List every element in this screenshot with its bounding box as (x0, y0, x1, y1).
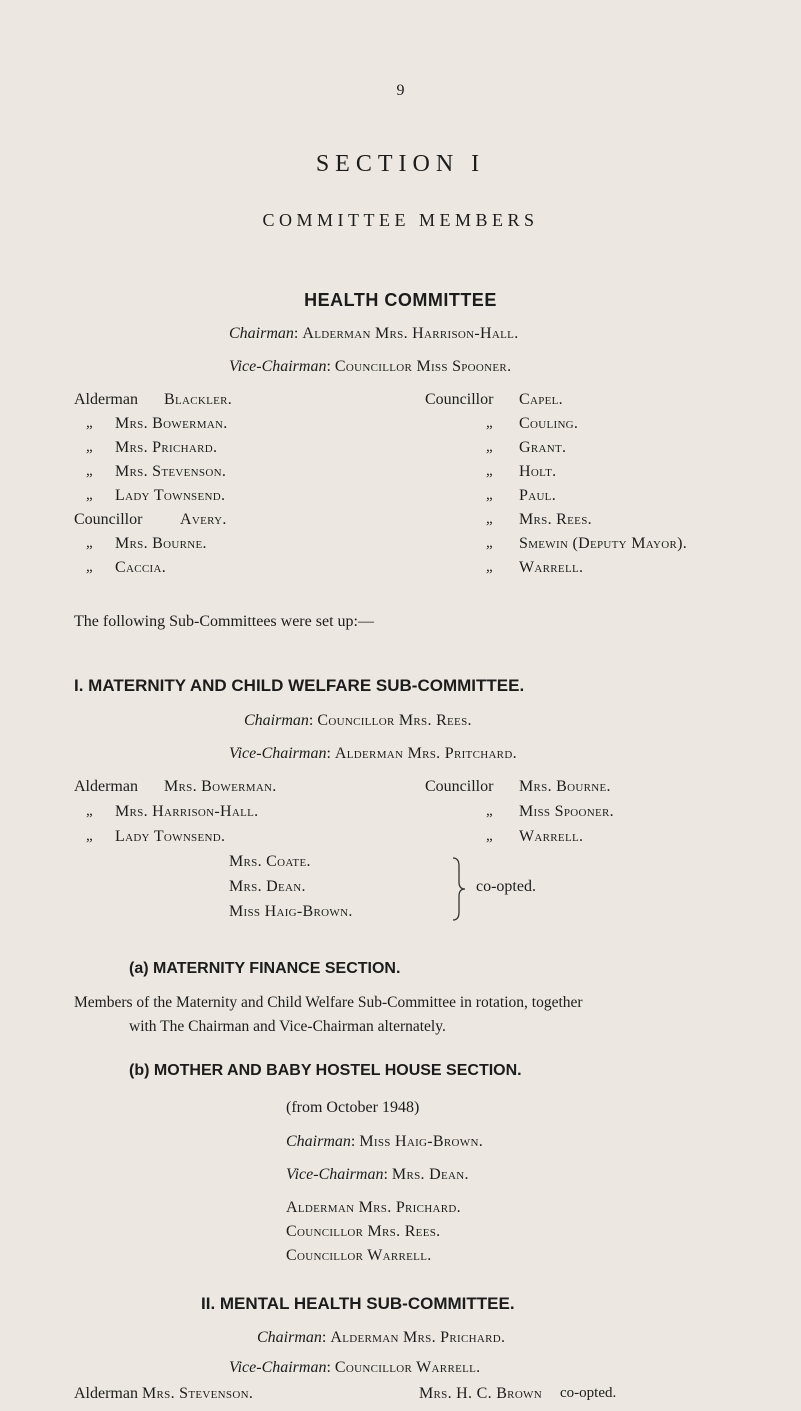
ditto-mark: „ (86, 828, 93, 844)
list-item-name: Warrell. (519, 559, 584, 576)
coopted-member: Mrs. Coate. (229, 853, 311, 870)
list-item-name: Mrs. Harrison-Hall. (115, 803, 259, 820)
ditto-mark: „ (486, 535, 493, 551)
mental-chairman-line: Chairman: Alderman Mrs. Prichard. (257, 1329, 506, 1346)
hostel-vice-chairman-line: Vice-Chairman: Mrs. Dean. (286, 1166, 469, 1183)
section-title: SECTION I (315, 151, 486, 177)
health-vice-chairman-line: Vice-Chairman: Councillor Miss Spooner. (229, 358, 512, 375)
list-item-name: Mrs. Stevenson. (141, 1385, 254, 1402)
ditto-mark: „ (86, 415, 93, 431)
health-committee-heading: HEALTH COMMITTEE (304, 290, 497, 310)
coopted-member: Mrs. H. C. Brown (419, 1385, 542, 1402)
mental-vice-chairman-line: Vice-Chairman: Councillor Warrell. (229, 1359, 481, 1376)
coopted-label: co-opted. (560, 1385, 617, 1401)
list-item-title: Alderman (74, 1385, 138, 1402)
list-item-name: Lady Townsend. (115, 828, 226, 845)
finance-text-line1: Members of the Maternity and Child Welfare Sub-Committee in rotation, together (74, 994, 583, 1011)
vice-chairman-label: Vice-Chairman (286, 1166, 384, 1183)
ditto-mark: „ (86, 535, 93, 551)
list-item-name: Smewin (Deputy Mayor). (519, 535, 688, 552)
ditto-mark: „ (486, 559, 493, 575)
list-item-title: Councillor (74, 511, 143, 528)
hostel-member: Councillor Mrs. Rees. (286, 1223, 441, 1240)
chairman-label: Chairman (286, 1133, 351, 1150)
hostel-member: Councillor Warrell. (286, 1247, 432, 1264)
finance-text-line2: with The Chairman and Vice-Chairman alternately. (129, 1018, 446, 1035)
list-item-title: Councillor (425, 391, 494, 408)
health-vice-chairman: Councillor Miss Spooner. (334, 358, 512, 375)
hostel-chairman: Miss Haig-Brown. (359, 1133, 483, 1150)
hostel-vice-chairman: Mrs. Dean. (391, 1166, 469, 1183)
list-item-name: Miss Spooner. (519, 803, 614, 820)
list-item-name: Mrs. Prichard. (115, 439, 218, 456)
list-item-name: Lady Townsend. (115, 487, 226, 504)
ditto-mark: „ (86, 463, 93, 479)
vice-chairman-label: Vice-Chairman (229, 745, 327, 762)
ditto-mark: „ (486, 828, 493, 844)
chairman-label: Chairman (229, 325, 294, 342)
coopted-member: Mrs. Dean. (229, 878, 306, 895)
list-item-name: Grant. (519, 439, 567, 456)
list-item-name: Mrs. Stevenson. (115, 463, 227, 480)
health-chairman: Alderman Mrs. Harrison-Hall. (302, 325, 519, 342)
ditto-mark: „ (86, 487, 93, 503)
list-item-name: Warrell. (519, 828, 584, 845)
hostel-member: Alderman Mrs. Prichard. (286, 1199, 461, 1216)
list-item-name: Mrs. Bourne. (519, 778, 611, 795)
right-brace-icon (450, 856, 470, 922)
maternity-vice-chairman-line: Vice-Chairman: Alderman Mrs. Pritchard. (229, 745, 517, 762)
chairman-label: Chairman (257, 1329, 322, 1346)
ditto-mark: „ (486, 487, 493, 503)
vice-chairman-label: Vice-Chairman (229, 358, 327, 375)
ditto-mark: „ (486, 439, 493, 455)
ditto-mark: „ (86, 803, 93, 819)
hostel-chairman-line: Chairman: Miss Haig-Brown. (286, 1133, 483, 1150)
list-item-title: Alderman (74, 391, 138, 408)
finance-heading: (a) MATERNITY FINANCE SECTION. (129, 960, 401, 977)
list-item-name: Paul. (519, 487, 557, 504)
maternity-vice-chairman: Alderman Mrs. Pritchard. (334, 745, 517, 762)
ditto-mark: „ (86, 559, 93, 575)
ditto-mark: „ (86, 439, 93, 455)
list-item-name: Avery. (180, 511, 227, 528)
ditto-mark: „ (486, 803, 493, 819)
list-item-title: Alderman (74, 778, 138, 795)
list-item-name: Mrs. Rees. (519, 511, 592, 528)
page-number: 9 (396, 82, 405, 99)
list-item-name: Holt. (519, 463, 557, 480)
list-item-title: Councillor (425, 778, 494, 795)
list-item-name: Couling. (519, 415, 579, 432)
hostel-note: (from October 1948) (286, 1099, 420, 1116)
mental-chairman: Alderman Mrs. Prichard. (330, 1329, 506, 1346)
section-subtitle: COMMITTEE MEMBERS (262, 210, 539, 230)
intro-text: The following Sub-Committees were set up:— (74, 613, 374, 630)
coopted-label: co-opted. (476, 878, 536, 895)
chairman-label: Chairman (244, 712, 309, 729)
maternity-chairman-line: Chairman: Councillor Mrs. Rees. (244, 712, 472, 729)
maternity-heading: I. MATERNITY AND CHILD WELFARE SUB-COMMITTEE. (74, 676, 525, 695)
ditto-mark: „ (486, 415, 493, 431)
list-item-name: Mrs. Bowerman. (115, 415, 228, 432)
mental-left-line (74, 1385, 253, 1403)
list-item-name: Mrs. Bourne. (115, 535, 207, 552)
mental-vice-chairman: Councillor Warrell. (334, 1359, 481, 1376)
maternity-chairman: Councillor Mrs. Rees. (317, 712, 472, 729)
coopted-member: Miss Haig-Brown. (229, 903, 353, 920)
list-item-name: Capel. (519, 391, 563, 408)
list-item-name: Mrs. Bowerman. (164, 778, 277, 795)
list-item-name: Blackler. (164, 391, 233, 408)
ditto-mark: „ (486, 463, 493, 479)
hostel-heading: (b) MOTHER AND BABY HOSTEL HOUSE SECTION. (129, 1062, 522, 1079)
list-item-name: Caccia. (115, 559, 166, 576)
health-chairman-line: Chairman: Alderman Mrs. Harrison-Hall. (229, 325, 519, 342)
mental-heading: II. MENTAL HEALTH SUB-COMMITTEE. (201, 1294, 515, 1313)
vice-chairman-label: Vice-Chairman (229, 1359, 327, 1376)
ditto-mark: „ (486, 511, 493, 527)
